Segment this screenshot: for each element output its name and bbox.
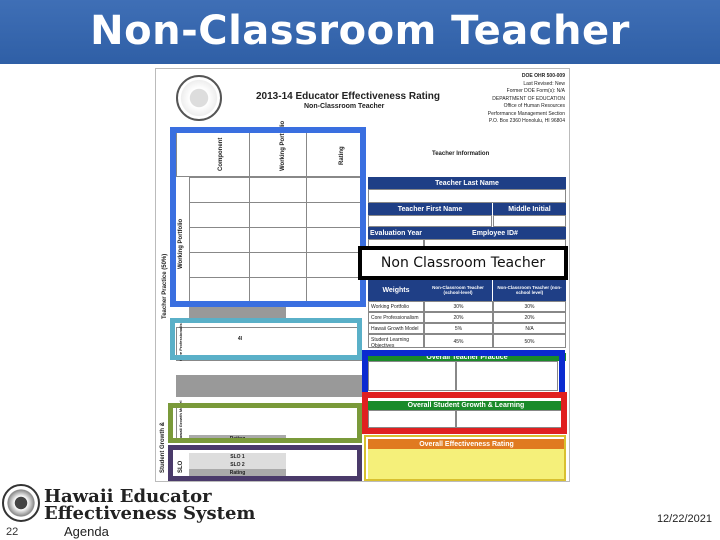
section-teacher-practice: Teacher Practice (50%) (162, 253, 168, 319)
teacher-info-heading: Teacher Information (432, 151, 490, 157)
hawaii-seal-icon (2, 484, 40, 522)
state-seal-icon (176, 75, 222, 121)
slide-title: Non-Classroom Teacher (90, 8, 630, 54)
outline-overall-rating (364, 435, 566, 481)
last-name-field[interactable] (368, 189, 566, 203)
col-nonschool-header: Non-Classroom Teacher (non-school level) (493, 279, 566, 301)
brand-line2: Effectiveness System (44, 503, 256, 524)
outline-overall-practice (362, 350, 565, 398)
form-info-line: Performance Management Section (487, 110, 565, 117)
form-info (488, 73, 565, 126)
first-name-field[interactable] (368, 215, 492, 227)
weights-header: Weights (368, 279, 424, 301)
section-student-growth: Student Growth & (160, 422, 166, 473)
form-info-line: DEPARTMENT OF EDUCATION (492, 95, 565, 102)
weight-row-school: 45% (424, 334, 493, 348)
slo2-label: SLO 2 (189, 461, 286, 469)
col-working-portfolio: Working Portfolio (280, 120, 286, 171)
weight-row-nonschool: N/A (493, 323, 566, 334)
page-number: 22 (6, 526, 19, 538)
weight-row-nonschool: 50% (493, 334, 566, 348)
col-rating: Rating (339, 146, 345, 165)
title-bar (0, 0, 720, 64)
col-component: Component (218, 137, 224, 171)
section-hgm: Hawaii Growth Model (178, 400, 183, 441)
overall-practice-header: Overall Teacher Practice (368, 353, 566, 361)
brand-line1: Hawaii Educator (44, 486, 212, 507)
weight-row-school: 5% (424, 323, 493, 334)
outline-core-prof (170, 318, 362, 360)
weight-row-label: Hawaii Growth Model (368, 323, 424, 334)
callout-box (358, 246, 568, 280)
form-info-line: Former DOE Form(s): N/A (506, 88, 565, 94)
outline-hgm (168, 400, 362, 443)
weight-row-label: Student Learning Objectives (368, 334, 424, 348)
first-name-header: Teacher First Name (368, 203, 492, 215)
weight-row-label: Core Professionalism (368, 312, 424, 323)
slo-rating-label: Rating (189, 469, 286, 477)
middle-initial-field[interactable] (493, 215, 566, 227)
overall-rating-header: Overall Effectiveness Rating (368, 439, 565, 449)
section-working-portfolio: Working Portfolio (178, 218, 184, 269)
weight-row-nonschool: 20% (493, 312, 566, 323)
weight-row-nonschool: 30% (493, 301, 566, 312)
agenda-link[interactable]: Agenda (64, 524, 109, 539)
eval-year-header: Evaluation Year (368, 227, 424, 239)
outline-working-portfolio (170, 127, 366, 307)
middle-initial-header: Middle Initial (493, 203, 566, 215)
outline-overall-growth (362, 392, 567, 434)
last-name-header: Teacher Last Name (368, 177, 566, 189)
outline-slo (168, 445, 362, 481)
form-info-line: Office of Human Resources (503, 103, 565, 109)
weight-row-school: 30% (424, 301, 493, 312)
overall-growth-header: Overall Student Growth & Learning (368, 401, 564, 410)
weight-row-school: 20% (424, 312, 493, 323)
section-core-prof: Core Professionalism (178, 319, 183, 361)
hgm-rating-label: Rating (189, 435, 286, 443)
form-info-line: DOE OHR 500-009 (521, 73, 565, 79)
slo1-label: SLO 1 (189, 453, 286, 461)
callout-label: Non Classroom Teacher (362, 250, 564, 276)
core-value: 4I (237, 336, 243, 342)
form-info-line: Last Revised: New (523, 80, 565, 87)
col-school-header: Non-Classroom Teacher (school-level) (424, 279, 492, 301)
form-subtitle: Non-Classroom Teacher (304, 103, 385, 110)
employee-id-header: Employee ID# (424, 227, 566, 239)
form-title: 2013-14 Educator Effectiveness Rating (256, 91, 440, 102)
section-slo: SLO (178, 460, 184, 473)
slide-date: 12/22/2021 (656, 513, 712, 525)
gray-band (176, 375, 366, 397)
form-info-line: P.O. Box 2360 Honolulu, HI 96804 (488, 118, 565, 124)
weight-row-label: Working Portfolio (368, 301, 424, 312)
